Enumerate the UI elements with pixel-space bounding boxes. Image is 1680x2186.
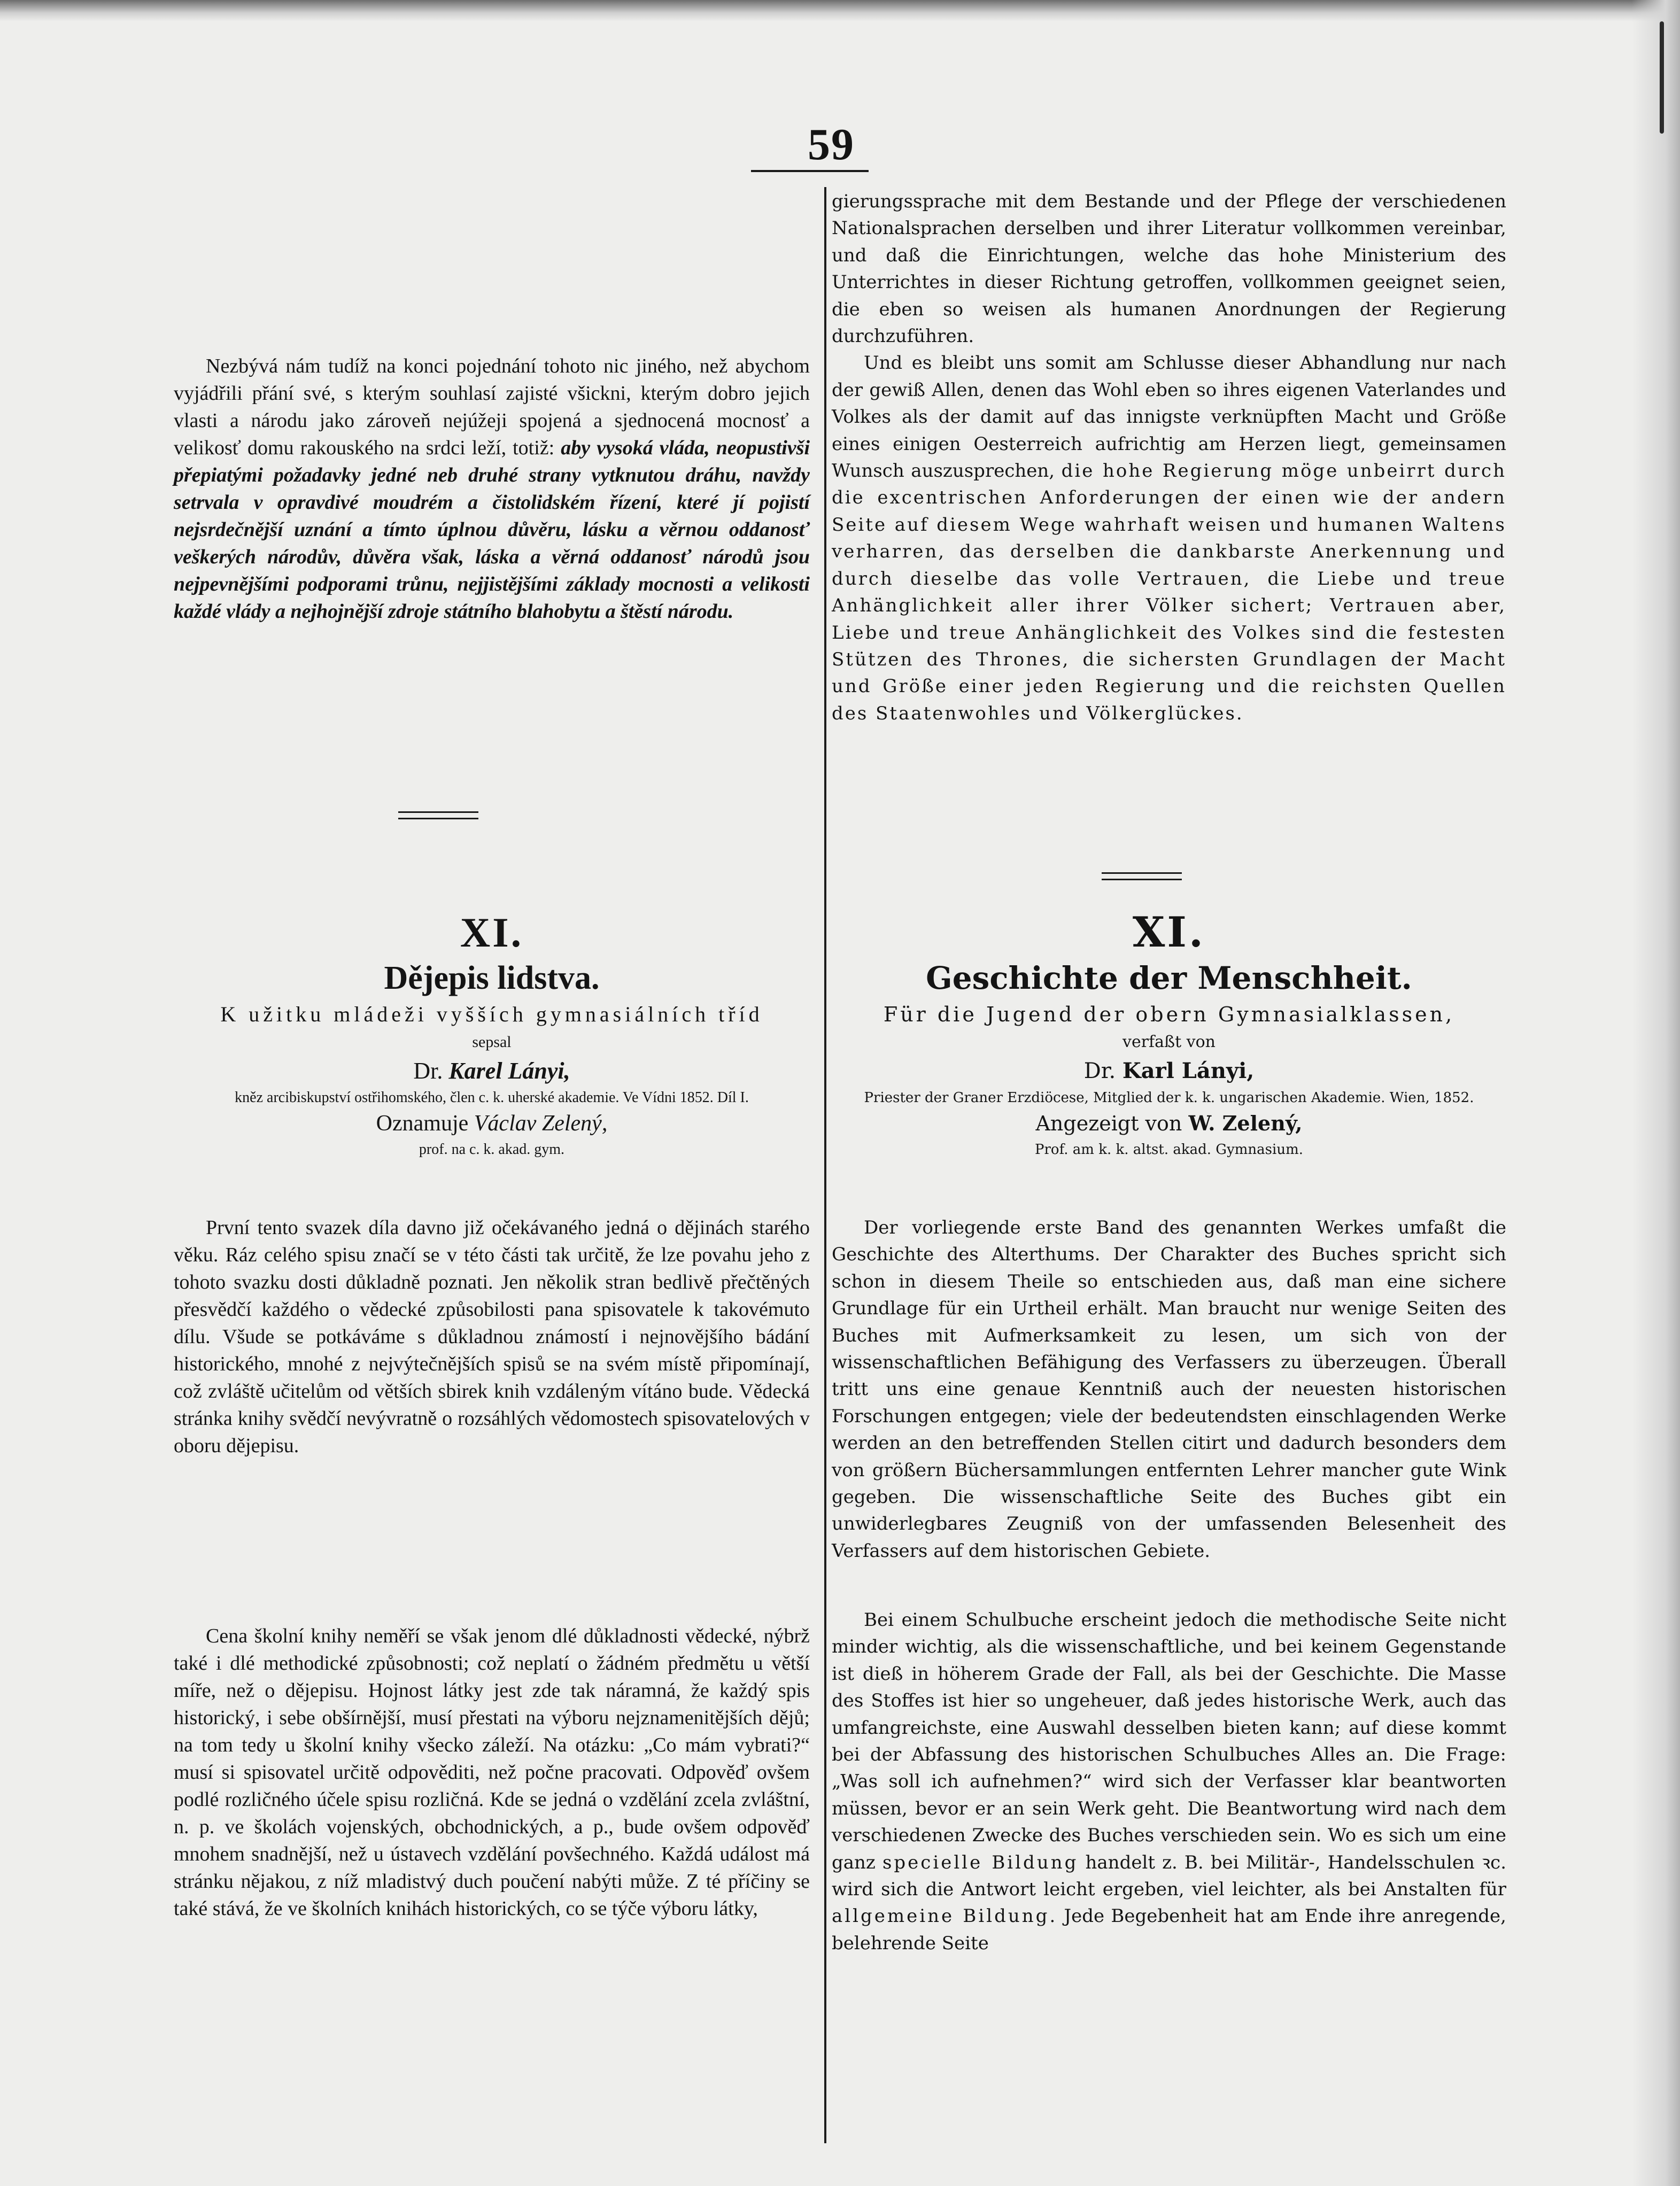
left-article-numeral: XI.	[460, 909, 524, 956]
scan-edge-top	[0, 0, 1680, 21]
left-announced-by-label: Oznamuje	[376, 1111, 469, 1136]
right-announcer-title: Prof. am k. k. altst. akad. Gymnasium.	[1035, 1142, 1303, 1158]
page-number-rule	[751, 170, 869, 172]
right-paragraph-1-text: Der vorliegende erste Band des genannten Werkes umfaßt die Geschichte des Alterthums. Der Charakter des Buches spricht sich schon in diesem Theile so entschieden aus, daß man eine sichere Grundlage für ein Urtheil erhält. Man braucht nur wenige Seiten des Buches mit Aufmerksamkeit zu lesen, um sich von der wissenschaftlichen Befähigung des Verfassers zu überzeugen. Überall tritt uns eine genaue Kenntniß auch der neuesten historischen Forschungen entgegen; viele der bedeutendsten einschlagenden Werke werden an den betreffenden Stellen citirt und dadurch besonders dem von größern Büchersammlungen entfernten Lehrer mancher gute Wink gegeben. Die wissenschaftliche Seite des Buches gibt ein unwiderlegbares Zeugniß von der umfassenden Belesenheit des Verfassers auf dem historischen Gebiete.	[832, 1217, 1506, 1562]
column-divider	[824, 187, 826, 2143]
right-paragraph-2-spaced-a: specielle Bildung	[882, 1851, 1079, 1873]
right-article-title: Geschichte der Menschheit.	[926, 960, 1412, 996]
left-author-prefix: Dr.	[413, 1058, 443, 1084]
right-paragraph-2-text	[832, 1607, 1506, 1957]
right-top-paragraph-b-plain: Und es bleibt uns somit am Schlusse dieser Abhandlung nur nach der gewiß Allen, denen das Wohl eben so ihres eigenen Vaterlandes und Volkes als der damit auf das innigste verknüpften Macht und Größe eines einigen Oesterreich aufrichtig am Herzen liegt, gemeinsamen Wunsch auszusprechen,	[832, 352, 1506, 482]
page-number: 59	[808, 120, 855, 169]
right-top-paragraph-b	[832, 350, 1506, 727]
left-announcer	[174, 1108, 810, 1138]
left-article-author	[174, 1055, 810, 1087]
right-announced-by-name: W. Zelený,	[1188, 1111, 1303, 1135]
right-author-note: Priester der Graner Erzdiöcese, Mitglied der k. k. ungarischen Akademie. Wien, 1852.	[864, 1090, 1474, 1106]
right-paragraph-2-plain-c: Jede Begebenheit hat am Ende ihre anregende, belehrende Seite	[832, 1905, 1506, 1954]
left-announced-by-name: Václav Zelený,	[474, 1111, 608, 1136]
right-article-author	[832, 1055, 1506, 1087]
left-announcer-title: prof. na c. k. akad. gym.	[419, 1141, 565, 1158]
right-article-subtitle: Für die Jugend der obern Gymnasialklassen,	[883, 1003, 1455, 1026]
left-paragraph-2-text: Cena školní knihy neměří se však jenom dlé důkladnosti vědecké, nýbrž také i dlé methodické způsobnosti; což neplatí o žádném předmětu u větší míře, než o dějepisu. Hojnost látky jest zde tak náramná, že každý spis historický, i sebe obšírnější, musí přestati na výboru nejznamenitějších dějů; na tom tedy u školní knihy všecko záleží. Na otázku: „Co mám vybrati?“ musí si spisovatel určitě odpověditi, než počne pracovati. Odpověď ovšem podlé rozličného účele spisu rozličná. Kde se jedná o vzdělání zcela zvláštní, n. p. ve školách vojenských, obchodnických, a p., bude ovšem odpověď mnohem snadnější, než u ústavech vzdělání povšechného. Každá událost má stránku nějakou, z níž mladistvý duch poučení nabýti může. Z té příčiny se také stává, že ve školních knihách historických, co se týče výboru látky,	[174, 1625, 810, 1920]
right-announced-by-label: Angezeigt von	[1035, 1112, 1182, 1135]
right-article-header	[832, 909, 1506, 1161]
left-article-paragraph-2	[174, 1623, 810, 1923]
scan-mark	[1660, 21, 1664, 134]
left-article-header	[174, 909, 810, 1161]
left-article-byline: sepsal	[472, 1033, 512, 1051]
left-author-note: kněz arcibiskupství ostřihomského, člen c. k. uherské akademie. Ve Vídni 1852. Díl I.	[235, 1089, 749, 1106]
right-paragraph-2-plain-b: handelt z. B. bei Militär-, Handelsschulen ꝛc. wird sich die Antwort leicht ergeben, viel leichter, als bei Anstalten für	[832, 1851, 1507, 1901]
scan-edge-right	[1632, 0, 1680, 2186]
right-section-end-rule	[1102, 872, 1182, 880]
left-closing-emphasis: aby vysoká vláda, neopustivši přepiatými požadavky jedné neb druhé strany vytknutou dráhu, navždy setrvala v opravdivé moudrém a čistolidském řízení, které jí pojistí nejsrdečnější uznání a tímto úplnou důvěru, lásku a věrnou oddanosť veškerých národův, důvěra však, láska a věrná oddanosť národů jsou nejpevnějšími podporami trůnu, nejjistějšími základy mocnosti a velikosti každé vlády a nejhojnější zdroje státního blahobytu a štěstí národu.	[174, 437, 810, 623]
left-section-end-rule	[398, 811, 478, 819]
right-author-name: Karl Lányi,	[1122, 1058, 1255, 1083]
right-author-prefix: Dr.	[1083, 1059, 1116, 1083]
left-closing-plain: Nezbývá nám tudíž na konci pojednání tohoto nic jiného, než abychom vyjádřili přání své, s kterým souhlasí zajisté všickni, kterým dobro jejich vlasti a národu jako zároveň nejúžeji spojená a sjednocená mocnosť a velikosť domu rakouského na srdci leží, totiž:	[174, 355, 810, 459]
right-top-paragraph-a: gierungssprache mit dem Bestande und der Pflege der verschiedenen Nationalsprachen derselben und ihrer Literatur vollkommen vereinbar, und daß die Einrichtungen, welche das hohe Ministerium des Unterrichtes in dieser Richtung getroffen, vollkommen geeignet seien, die eben so weisen als humanen Anordnungen der Regierung durchzuführen.	[832, 191, 1506, 347]
right-article-paragraph-1	[832, 1214, 1506, 1564]
left-closing-paragraph	[174, 353, 810, 625]
right-announcer	[832, 1108, 1506, 1138]
left-paragraph-1-text: První tento svazek díla davno již očekávaného jedná o dějinách starého věku. Ráz celého spisu značí se v této části tak určitě, že lze povahu jeho z tohoto svazku dosti důkladně poznati. Jen několik stran bedlivě přečtěných přesvědčí každého o vědecké způsobilosti pana spisovatele k takovémuto dílu. Všude se potkáváme s důkladnou známostí i nejnovějšího bádání historického, mnohé z nejvýtečnějších spisů se na svém místě připomínají, což zvláště učitelům od větších sbirek knih vzdáleným vítáno bude. Vědecká stránka knihy svědčí nevývratně o rozsáhlých vědomostech spisovatelových v oboru dějepisu.	[174, 1216, 810, 1457]
left-article-paragraph-1	[174, 1214, 810, 1460]
right-article-byline: verfaßt von	[1122, 1033, 1216, 1051]
right-top-paragraphs	[832, 188, 1506, 727]
right-top-paragraph-b-spaced: die hohe Regierung möge unbeirrt durch die excentrischen Anforderungen der einen wie der andern Seite auf diesem Wege wahrhaft weisen und humanen Waltens verharren, das derselben die dankbarste Anerkennung und durch dieselbe das volle Vertrauen, die Liebe und treue Anhänglichkeit aller ihrer Völker sichert; Vertrauen aber, Liebe und treue Anhänglichkeit des Volkes sind die festesten Stützen des Thrones, die sichersten Grundlagen der Macht und Größe einer jeden Regierung und die reichsten Quellen des Staatenwohles und Völkerglückes.	[832, 460, 1506, 724]
right-paragraph-2-spaced-b: allgemeine Bildung.	[832, 1905, 1058, 1927]
left-author-name: Karel Lányi,	[448, 1058, 570, 1084]
left-article-subtitle: K užitku mládeži vyšších gymnasiálních tříd	[220, 1002, 763, 1026]
right-paragraph-2-plain-a: Bei einem Schulbuche erscheint jedoch die methodische Seite nicht minder wichtig, als die wissenschaftliche, und bei keinem Gegenstande ist dieß in höherem Grade der Fall, als bei der Geschichte. Die Masse des Stoffes ist hier so ungeheuer, daß jedes historische Werk, auch das umfangreichste, eine Auswahl desselben bieten kann; auf diese kommt bei der Abfassung des historischen Schulbuches Alles an. Die Frage: „Was soll ich aufnehmen?“ wird sich der Verfasser klar beantworten müssen, bevor er an sein Werk geht. Die Beantwortung wird nach dem verschiedenen Zwecke des Buches verschieden sein. Wo es sich um eine ganz	[832, 1609, 1506, 1873]
right-article-numeral: XI.	[1132, 908, 1206, 957]
left-article-title: Dějepis lidstva.	[384, 960, 600, 996]
right-article-paragraph-2	[832, 1607, 1506, 1957]
